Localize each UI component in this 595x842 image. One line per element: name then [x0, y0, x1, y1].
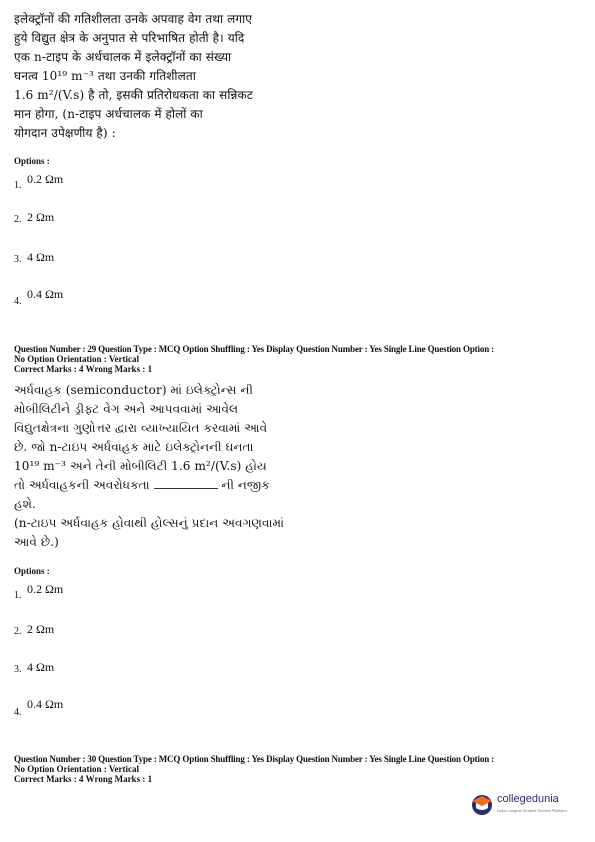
option-value: 4 Ωm: [27, 250, 55, 264]
q30-meta-line: No Option Orientation : Vertical: [14, 764, 139, 774]
logo-wordmark: collegedunia: [497, 793, 559, 805]
q29-line: (n-ટાઇપ અર્ધવાહક હોવાથી હોલ્સનું પ્રદાન અવગણવામાં: [14, 516, 285, 530]
q30-meta: [14, 754, 581, 784]
option-number: 1.: [14, 590, 22, 601]
q28-line: इलेक्ट्रॉनों की गतिशीलता उनके अपवाह वेग तथा लगाए: [14, 12, 253, 26]
q29-line: 10¹⁹ m⁻³ અને તેની મોબીલિટી 1.6 m²/(V.s) હોય: [14, 459, 267, 473]
answer-blank: [154, 479, 218, 489]
q28-line: हुये विद्युत क्षेत्र के अनुपात से परिभाषित होती है। यदि: [14, 31, 245, 45]
graduation-cap-icon: [470, 792, 494, 816]
q28-line: घनत्व 10¹⁹ m⁻³ तथा उनकी गतिशीलता: [14, 69, 196, 83]
option-number: 3.: [14, 664, 22, 675]
q29-meta-line: No Option Orientation : Vertical: [14, 354, 139, 364]
q28-line: 1.6 m²/(V.s) है तो, इसकी प्रतिरोधकता का सन्निकट: [14, 88, 253, 102]
q29-line: આવે છે.): [14, 535, 59, 549]
q28-line: योगदान उपेक्षणीय है) :: [14, 126, 116, 140]
q29-line: મોબીલિટીને ડ્રીફ્ટ વેગ અને આપવવામાં આવેલ: [14, 402, 239, 416]
q29-line-with-blank: [14, 476, 276, 495]
q29-line-end: ની નજીક: [221, 478, 270, 492]
option-value: 0.4 Ωm: [27, 697, 64, 711]
q29-question-text: [14, 381, 285, 552]
q28-line: एक n-टाइप के अर्धचालक में इलेक्ट्रॉनों का संख्या: [14, 50, 232, 64]
q29-line: અર્ધવાહક (semiconductor) માં ઇલેક્ટ્રોન્સ ની: [14, 383, 254, 397]
option-number: 2.: [14, 214, 22, 225]
option-value: 0.4 Ωm: [27, 287, 64, 301]
logo-tagline: India's largest Student Review Platform: [497, 808, 567, 813]
q29-meta-line: Question Number : 29 Question Type : MCQ Option Shuffling : Yes Display Question Number : Yes Single Line Question Option :: [14, 344, 495, 354]
q29-options-label: Options :: [14, 566, 50, 576]
option-value: 2 Ωm: [27, 622, 55, 636]
q29-line: હશે.: [14, 497, 36, 511]
option-value: 0.2 Ωm: [27, 172, 64, 186]
option-number: 4.: [14, 296, 22, 307]
option-number: 1.: [14, 180, 22, 191]
option-value: 0.2 Ωm: [27, 582, 64, 596]
q29-line-start: તો અર્ધવાહકની અવરોધકતા: [14, 478, 150, 492]
q29-marks: Correct Marks : 4 Wrong Marks : 1: [14, 364, 153, 374]
option-value: 2 Ωm: [27, 210, 55, 224]
q30-marks: Correct Marks : 4 Wrong Marks : 1: [14, 774, 153, 784]
q30-meta-line: Question Number : 30 Question Type : MCQ Option Shuffling : Yes Display Question Number : Yes Single Line Question Option :: [14, 754, 495, 764]
q29-line: છે. જો n-ટાઇપ અર્ધવાહક માટે ઇલેક્ટ્રોનની ઘનતા: [14, 440, 254, 454]
q28-options-label: Options :: [14, 156, 50, 166]
option-number: 2.: [14, 626, 22, 637]
q28-question-text: [14, 10, 276, 143]
q29-meta: [14, 344, 581, 374]
q28-line: मान होगा, (n-टाइप अर्धचालक में होलों का: [14, 107, 203, 121]
option-value: 4 Ωm: [27, 660, 55, 674]
option-number: 4.: [14, 707, 22, 718]
option-number: 3.: [14, 254, 22, 265]
q29-line: વિદ્યુતક્ષેત્રના ગુણોત્તર દ્વારા વ્યાખ્યાયિત કરવામાં આવે: [14, 421, 268, 435]
collegedunia-logo: [470, 790, 585, 820]
